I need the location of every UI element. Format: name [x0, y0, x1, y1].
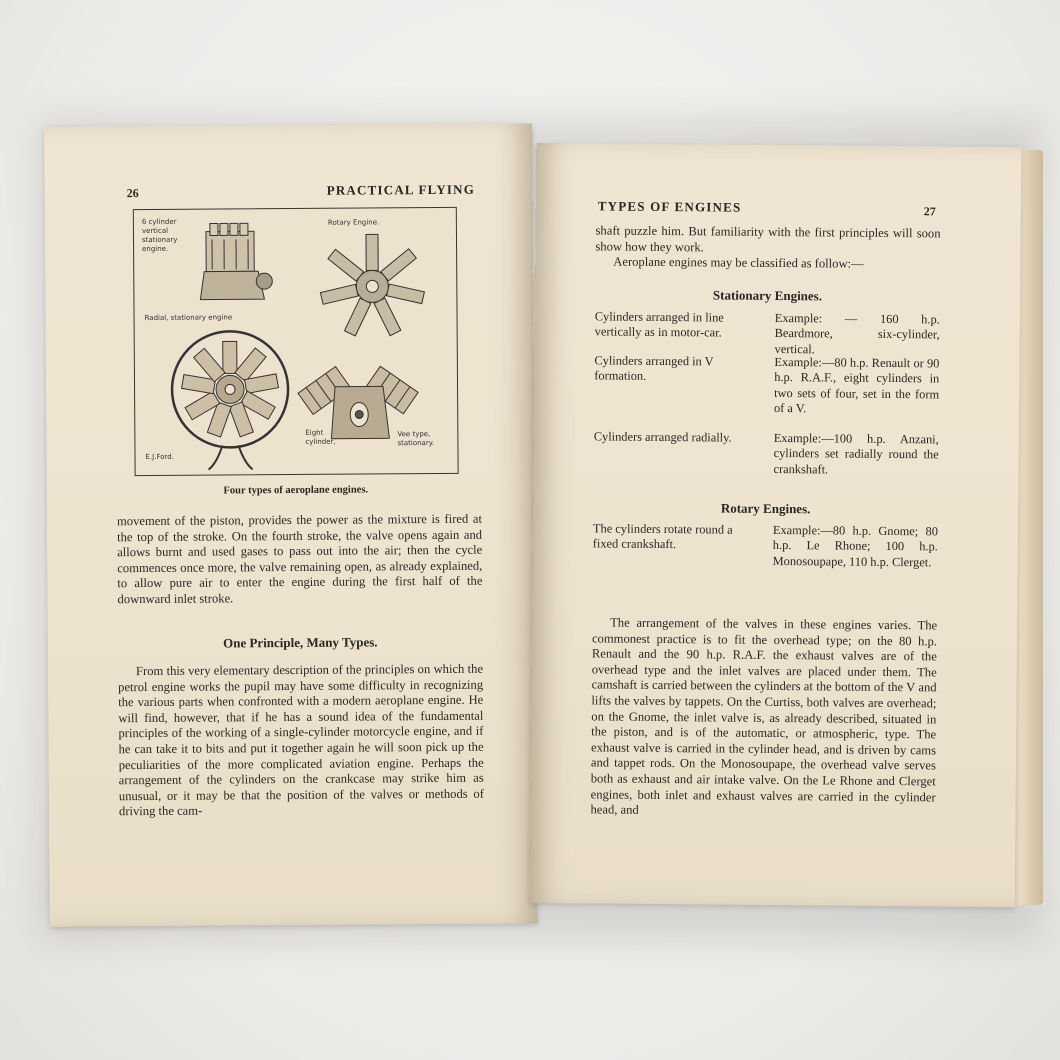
label-six-cylinder: 6 cylinder vertical stationary engine.: [141, 217, 178, 254]
left-page-number: 26: [126, 186, 139, 201]
right-running-head: TYPES OF ENGINES: [597, 198, 742, 215]
stationary-heading: Stationary Engines.: [712, 287, 823, 304]
classification-intro: Aeroplane engines may be classified as follow:—: [613, 254, 864, 271]
rotary-heading: Rotary Engines.: [720, 500, 811, 517]
stationary-type-1: Cylinders arranged in line vertically as in motor-car.: [594, 309, 724, 340]
stationary-type-2: Cylinders arranged in V formation.: [594, 353, 714, 384]
vertical-engine-drawing: [200, 223, 273, 300]
label-radial: Radial, stationary engine: [144, 313, 233, 323]
stationary-example-3: Example:—100 h.p. Anzani, cylinders set radially round the crankshaft.: [773, 430, 939, 477]
stationary-type-3: Cylinders arranged radially.: [593, 429, 732, 445]
stationary-example-2: Example:—80 h.p. Renault or 90 h.p. R.A.F., eight cylinders in two sets of four, set in the form of a V.: [773, 354, 940, 416]
valves-paragraph: The arrangement of the valves in these engines varies. The commonest practice is to fit the overhead type; on the 80 h.p. Renault and the 90 h.p. R.A.F. the exhaust valves are of the overhead type and the inlet valves are placed under them. The camshaft is carried between the cylinders at the bottom of the V and lifts the valves by tappets. On the Curtiss, both valves are overhead; on the Gnome, the inlet valve is, as already described, situated in the piston, and is of the automatic, or atmospheric, type. The exhaust valve is carried in the cylinder head, and is driven by cams and tappet rods. On the Monosoupape, the overhead valve serves both as exhaust and air intake valve. On the Le Rhone and Clerget engines, both inlet and exhaust valves are carried in the cylinder head, and: [590, 615, 938, 817]
radial-engine-drawing: [172, 331, 289, 470]
right-page: [530, 143, 1022, 907]
paragraph-principles: From this very elementary description of the principles on which the petrol engine works the pupil may have some difficulty in recognizing the various parts when confronted with a modern aeroplane engine. He will find, however, that if he has a sound idea of the fundamental principles of the working of a single-cylinder motorcycle engine, and if he can take it to bits and put it together again he will soon pick up the peculiarities of the more complicated aviation engine. Perhaps the arrangement of the cylinders on the crankcase may strike him as unusual, or it may be that the position of the valves or methods of driving the cam-: [118, 661, 484, 819]
rotary-engine-drawing: [320, 234, 425, 336]
section-heading: One Principle, Many Types.: [223, 634, 378, 651]
label-eight-cylinder: Eight cylinder,: [305, 428, 336, 446]
paragraph-piston: movement of the piston, provides the power as the mixture is fired at the top of the stroke. On the fourth stroke, the valve opens again and allows burnt and used gases to pass out into the air; then the cycle commences once more, the valve remaining open, as already explained, to allow pure air to enter the engine during the first half of the downward inlet stroke.: [116, 511, 483, 607]
left-running-head: PRACTICAL FLYING: [326, 181, 476, 198]
rotary-example: Example:—80 h.p. Gnome; 80 h.p. Le Rhone; 100 h.p. Monosoupape, 110 h.p. Clerget.: [772, 522, 939, 569]
label-rotary: Rotary Engine.: [327, 218, 380, 227]
stationary-example-1: Example: — 160 h.p. Beardmore, six-cylinder, vertical.: [774, 310, 940, 356]
rotary-type: The cylinders rotate round a fixed crankshaft.: [592, 521, 733, 552]
left-page: [44, 123, 538, 926]
label-vee-type: Vee type, stationary.: [397, 430, 435, 448]
figure-caption: Four types of aeroplane engines.: [223, 484, 369, 497]
right-page-number: 27: [923, 204, 936, 219]
engine-illustration: [133, 207, 459, 476]
intro-paragraph: shaft puzzle him. But familiarity with the first principles will soon show how they work.: [595, 223, 941, 254]
artist-signature: E.J.Ford.: [145, 452, 174, 462]
